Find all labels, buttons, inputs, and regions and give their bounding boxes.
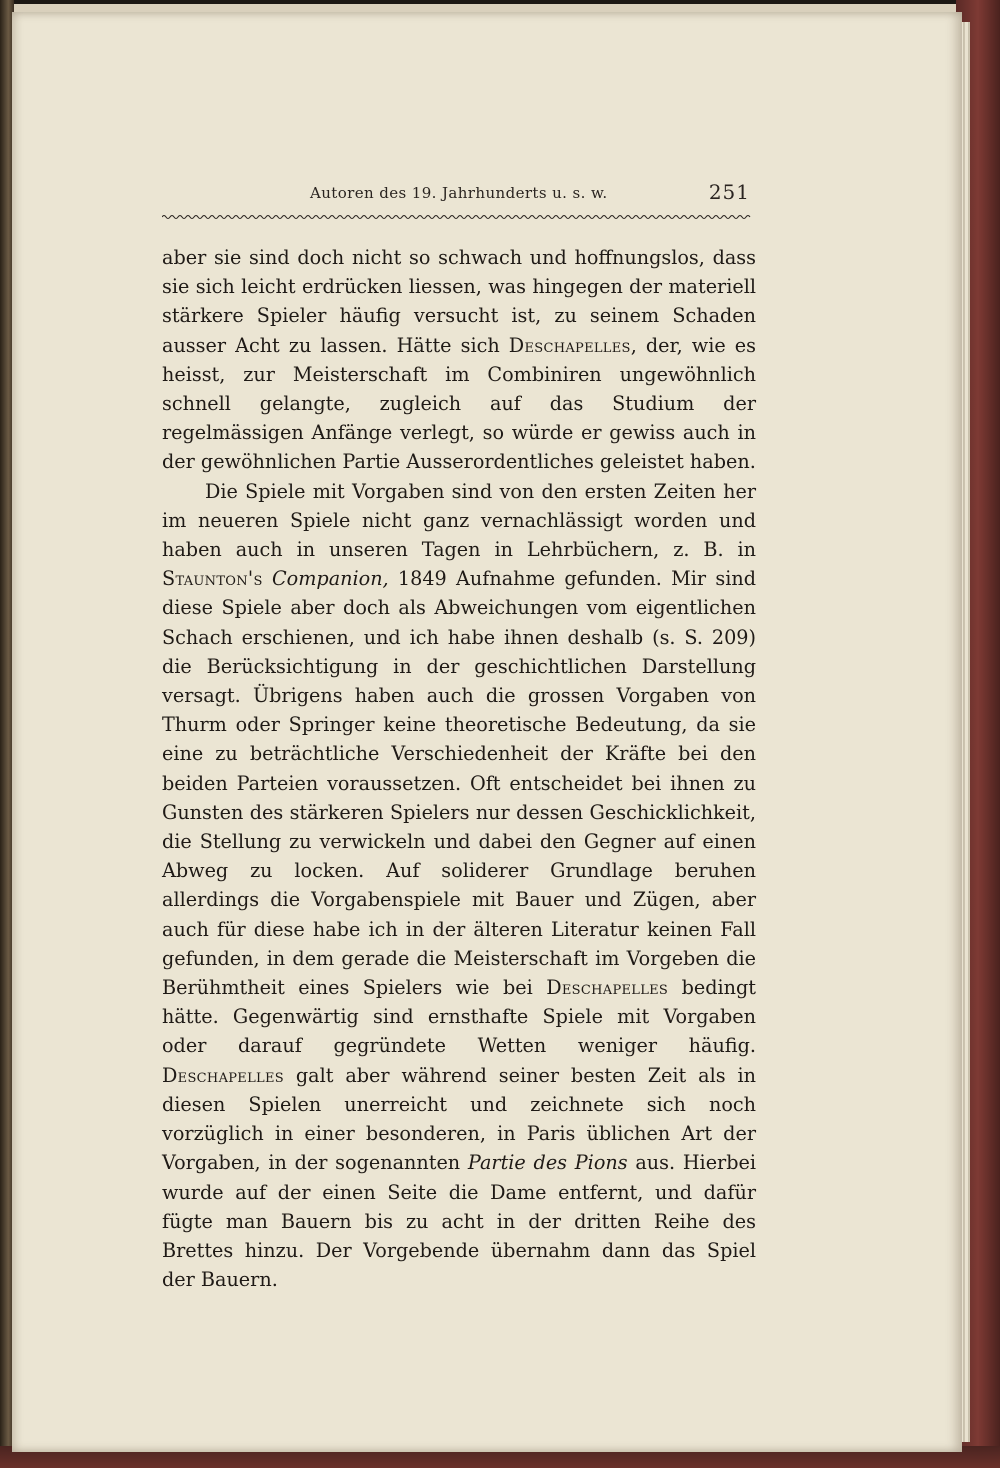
author-name-staunton: Staunton's — [162, 567, 263, 591]
author-name-deschapelles: Deschapelles — [162, 1063, 284, 1087]
text-run: , der, wie es heisst, zur Meisterschaft im Combiniren ungewöhnlich schnell gelangte, zugleich auf das Studium der regelmässigen Anfänge verlegt, so würde er gewiss auch in der gewöhnlichen Partie Ausserordentliches geleistet haben. — [162, 333, 756, 474]
paragraph-1 — [162, 243, 756, 477]
page-number: 251 — [708, 180, 750, 204]
author-name-deschapelles: Deschapelles — [546, 976, 669, 1000]
book-title-companion: Companion, — [272, 567, 389, 591]
text-run: 1849 Aufnahme gefunden. Mir sind diese Spiele aber doch als Abweichungen vom eigentlichen Schach erschienen, und ich habe ihnen deshalb (s. S. 209) die Berücksichtigung in der geschichtlichen Darstellung versagt. Übrigens haben auch die grossen Vorgaben von Thurm oder Springer keine theoretische Bedeutung, da sie eine zu beträchtliche Verschiedenheit der Kräfte bei den beiden Parteien voraussetzen. Oft entscheidet bei ihnen zu Gunsten des stärkeren Spielers nur dessen Geschicklichkeit, die Stellung zu verwickeln und dabei den Gegner auf einen Abweg zu locken. Auf soliderer Grundlage beruhen allerdings die Vorgabenspiele mit Bauer und Zügen, aber auch für diese habe ich in der älteren Literatur keinen Fall gefunden, in dem gerade die Meisterschaft im Vorgeben die Berühmtheit eines Spielers wie bei — [162, 567, 756, 1000]
term-partie-des-pions: Partie des Pions — [467, 1151, 628, 1175]
text-run: bedingt hätte. Gegenwärtig sind ernsthafte Spiele mit Vorgaben oder darauf gegründete Wetten weniger häufig. — [162, 976, 756, 1058]
text-run: galt aber während seiner besten Zeit als in diesen Spielen unerreicht und zeichnete sich noch vorzüglich in einer besonderen, in Paris üblichen Art der Vorgaben, in der sogenannten — [162, 1063, 756, 1175]
running-head — [150, 178, 750, 208]
running-head-title: Autoren des 19. Jahrhunderts u. s. w. — [310, 184, 608, 202]
text-run: Die Spiele mit Vorgaben sind von den ersten Zeiten her im neueren Spiele nicht ganz vernachlässigt worden und haben auch in unseren Tagen in Lehrbüchern, z. B. in — [162, 479, 756, 562]
text-run: aus. Hierbei wurde auf der einen Seite die Dame entfernt, und dafür fügte man Bauern bis zu acht in der dritten Reihe des Brettes hinzu. Der Vorgebende übernahm dann das Spiel der Bauern. — [162, 1151, 756, 1292]
wavy-rule-divider — [162, 214, 752, 220]
author-name-deschapelles: Deschapelles — [508, 333, 631, 357]
paragraph-2 — [162, 477, 756, 1295]
body-text — [162, 243, 756, 1294]
text-run: aber sie sind doch nicht so schwach und hoffnungslos, dass sie sich leicht erdrücken liessen, was hingegen der materiell stärkere Spieler häufig versucht ist, zu seinem Schaden ausser Acht zu lassen. Hätte sich — [162, 246, 756, 357]
